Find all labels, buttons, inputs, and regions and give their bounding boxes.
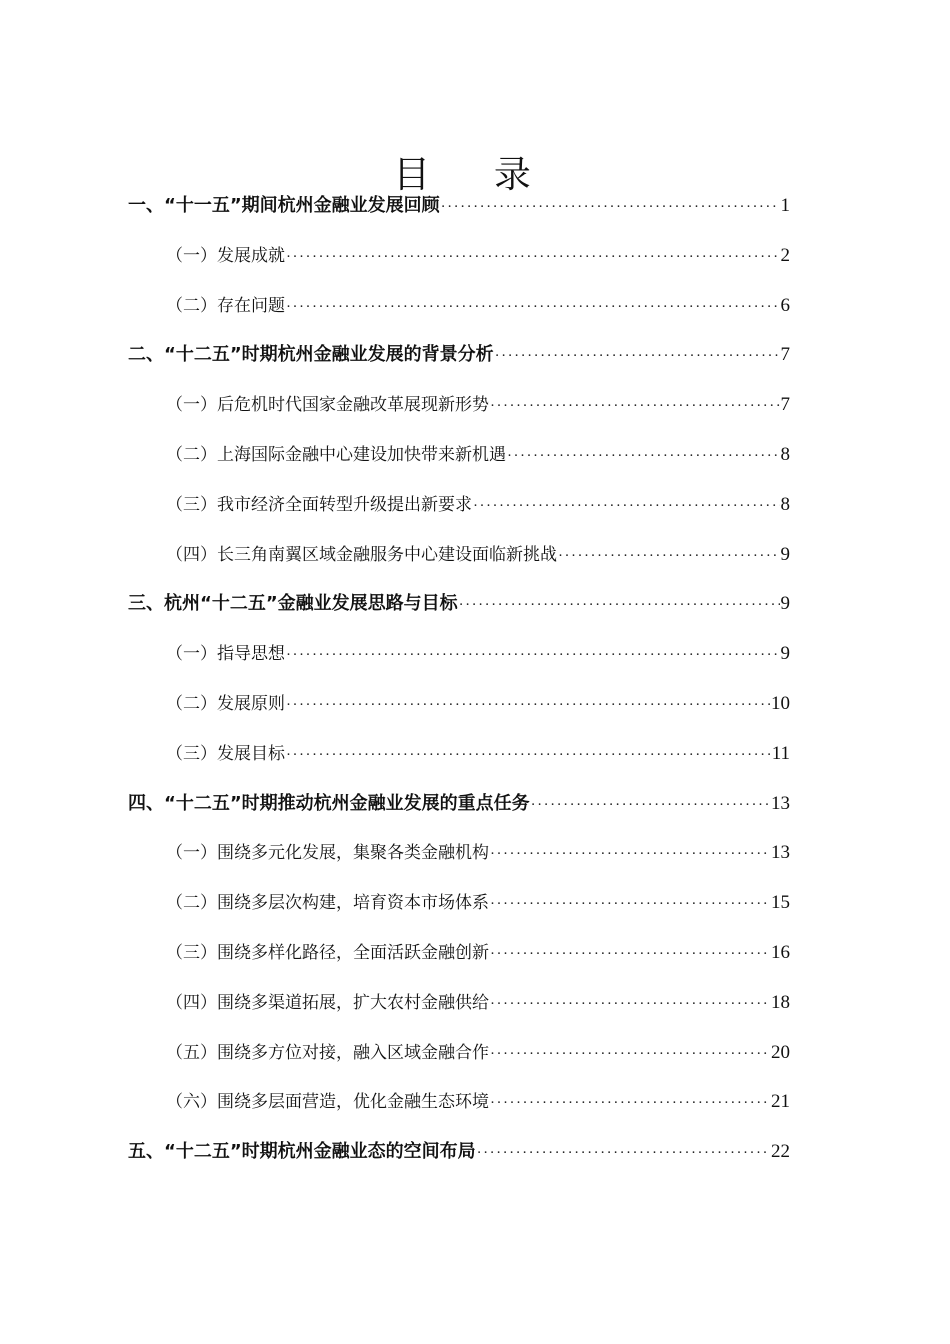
toc-page-number: 18	[771, 991, 790, 1013]
toc-entry-title: （一）后危机时代国家金融改革展现新形势	[166, 395, 489, 416]
toc-dot-leader	[473, 490, 780, 522]
toc-page-number: 15	[771, 892, 790, 914]
toc-page-number: 1	[780, 195, 790, 216]
toc-entry-title: （五）围绕多方位对接，融入区域金融合作	[166, 1042, 489, 1063]
toc-chapter-entry[interactable]	[128, 1136, 790, 1168]
toc-entry-title: 四、“十二五”时期推动杭州金融业发展的重点任务	[128, 792, 530, 814]
toc-entry-title: （二）存在问题	[166, 295, 285, 316]
toc-dot-leader	[490, 938, 770, 970]
toc-dot-leader	[459, 589, 780, 621]
toc-chapter-entry[interactable]	[128, 588, 790, 620]
toc-entry-title: 一、“十一五”期间杭州金融业发展回顾	[128, 195, 440, 216]
toc-page-number: 9	[780, 543, 790, 565]
toc-dot-leader	[441, 191, 780, 223]
toc-page-number: 9	[780, 593, 790, 615]
toc-dot-leader	[286, 689, 770, 721]
toc-page-number: 8	[780, 493, 790, 515]
toc-page-number: 13	[771, 792, 790, 814]
toc-dot-leader	[286, 291, 780, 323]
toc-dot-leader	[490, 888, 770, 920]
toc-chapter-entry[interactable]	[128, 339, 790, 371]
toc-section-entry[interactable]	[166, 937, 790, 969]
toc-dot-leader	[490, 988, 770, 1020]
toc-entry-title: （一）围绕多元化发展，集聚各类金融机构	[166, 843, 489, 864]
toc-entry-title: （六）围绕多层面营造，优化金融生态环境	[166, 1092, 489, 1113]
toc-section-entry[interactable]	[166, 688, 790, 720]
toc-entry-title: （一）指导思想	[166, 644, 285, 665]
toc-section-entry[interactable]	[166, 887, 790, 919]
toc-dot-leader	[490, 390, 780, 422]
toc-section-entry[interactable]	[166, 439, 790, 471]
toc-entry-title: 三、杭州“十二五”金融业发展思路与目标	[128, 593, 458, 615]
toc-page-number: 11	[771, 742, 790, 764]
toc-page-number: 13	[771, 842, 790, 864]
toc-chapter-entry[interactable]	[128, 190, 790, 222]
toc-dot-leader	[286, 639, 780, 671]
toc-section-entry[interactable]	[166, 389, 790, 421]
toc-entry-title: （二）上海国际金融中心建设加快带来新机遇	[166, 445, 506, 465]
toc-section-entry[interactable]	[166, 1086, 790, 1118]
toc-dot-leader	[558, 540, 780, 572]
toc-entry-title: （一）发展成就	[166, 245, 285, 266]
toc-page-number: 9	[780, 643, 790, 665]
toc-page-number: 21	[771, 1091, 790, 1113]
toc-page-number: 8	[780, 444, 790, 465]
toc-entry-title: （三）发展目标	[166, 743, 285, 764]
toc-section-entry[interactable]	[166, 539, 790, 571]
toc-page-number: 20	[771, 1041, 790, 1063]
toc-dot-leader	[286, 739, 771, 771]
toc-chapter-entry[interactable]	[128, 788, 790, 820]
toc-section-entry[interactable]	[166, 489, 790, 521]
toc-dot-leader	[286, 241, 780, 273]
toc-page-number: 10	[771, 693, 790, 714]
toc-section-entry[interactable]	[166, 1037, 790, 1069]
toc-entry-title: 二、“十二五”时期杭州金融业发展的背景分析	[128, 344, 494, 366]
toc-entry-title: 五、“十二五”时期杭州金融业态的空间布局	[128, 1141, 476, 1163]
toc-section-entry[interactable]	[166, 738, 790, 770]
toc-section-entry[interactable]	[166, 638, 790, 670]
toc-dot-leader	[495, 340, 780, 372]
toc-entry-title: （四）长三角南翼区域金融服务中心建设面临新挑战	[166, 544, 557, 565]
toc-section-entry[interactable]	[166, 290, 790, 322]
toc-dot-leader	[531, 789, 770, 821]
toc-page-number: 22	[771, 1141, 790, 1163]
toc-dot-leader	[477, 1137, 770, 1169]
toc-dot-leader	[490, 1087, 770, 1119]
toc-entry-title: （三）围绕多样化路径，全面活跃金融创新	[166, 943, 489, 963]
toc-dot-leader	[490, 1038, 770, 1070]
toc-section-entry[interactable]	[166, 987, 790, 1019]
toc-entry-title: （二）发展原则	[166, 694, 285, 714]
toc-page-number: 6	[780, 294, 790, 316]
toc-page-number: 7	[780, 394, 790, 416]
toc-entry-title: （四）围绕多渠道拓展，扩大农村金融供给	[166, 992, 489, 1013]
page-title: 目 录	[393, 152, 557, 196]
toc-dot-leader	[507, 440, 780, 472]
toc-section-entry[interactable]	[166, 837, 790, 869]
toc-page-number: 2	[780, 244, 790, 266]
toc-entry-title: （二）围绕多层次构建，培育资本市场体系	[166, 893, 489, 914]
toc-page-number: 16	[771, 942, 790, 963]
toc-dot-leader	[490, 838, 770, 870]
toc-entry-title: （三）我市经济全面转型升级提出新要求	[166, 494, 472, 515]
toc-section-entry[interactable]	[166, 240, 790, 272]
toc-page-number: 7	[780, 344, 790, 366]
